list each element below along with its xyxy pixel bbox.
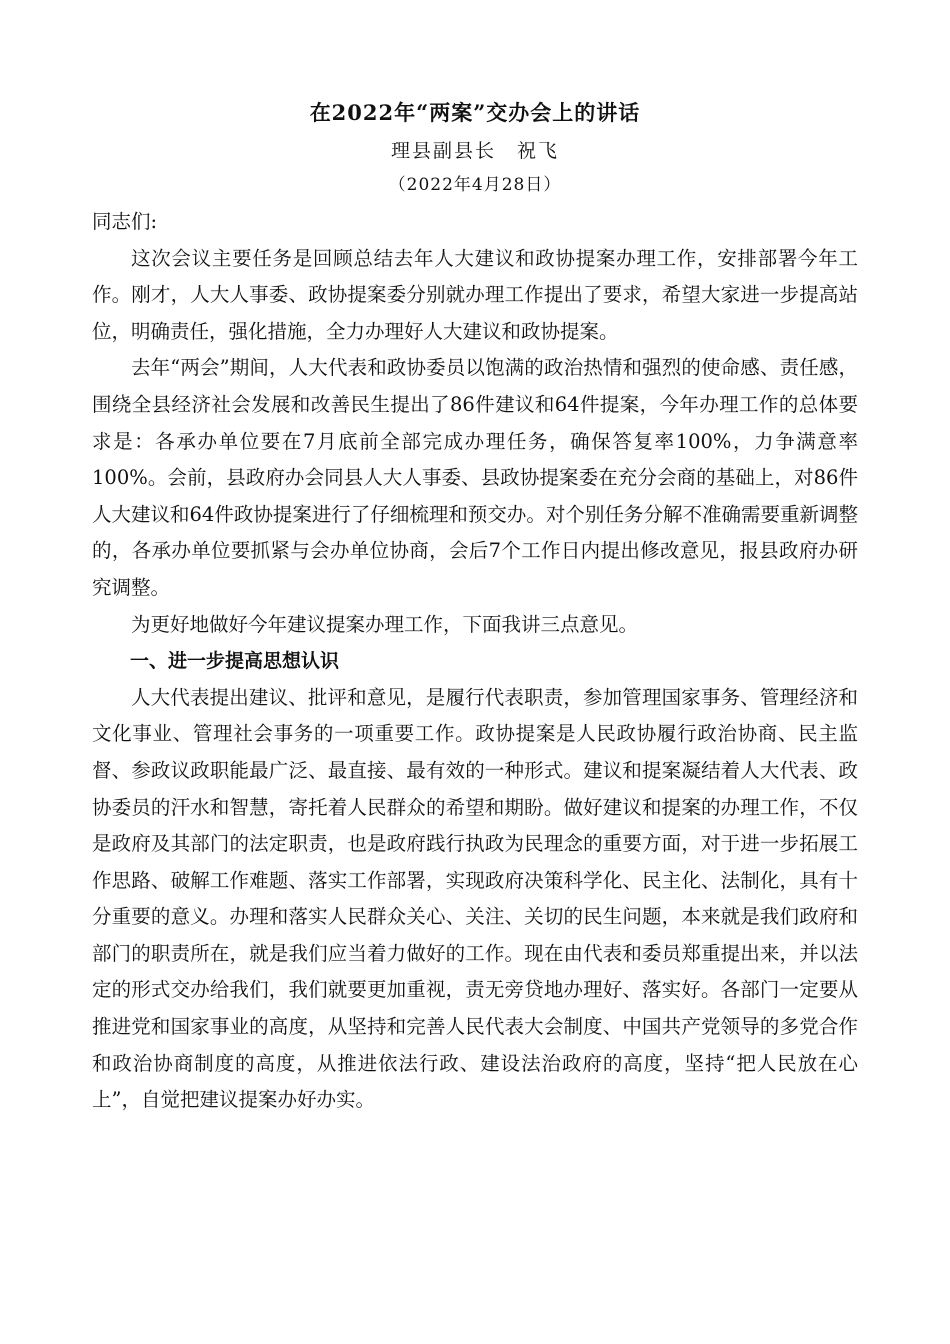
document-body <box>92 204 858 1119</box>
paragraph-3: 为更好地做好今年建议提案办理工作，下面我讲三点意见。 <box>131 612 639 636</box>
document-title: 在2022年“两案”交办会上的讲话 <box>309 100 641 125</box>
section-heading: 一、进一步提高思想认识 <box>130 650 340 673</box>
greeting: 同志们: <box>92 210 158 233</box>
paragraph-2: 去年“两会”期间，人大代表和政协委员以饱满的政治热情和强烈的使命感、责任感，围绕全县经济社会发展和改善民生提出了86件建议和64件提案，今年办理工作的总体要求是：各承办单位要在7月底前全部完成办理任务，确保答复率100%，力争满意率100%。会前，县政府办会同县人大人事委、县政协提案委在充分会商的基础上，对86件人大建议和64件政协提案进行了仔细梳理和预交办。对个别任务分解不准确需要重新调整的，各承办单位要抓紧与会办单位协商，会后7个工作日内提出修改意见，报县政府办研究调整。 <box>92 356 858 599</box>
section-paragraph: 人大代表提出建议、批评和意见，是履行代表职责，参加管理国家事务、管理经济和文化事业、管理社会事务的一项重要工作。政协提案是人民政协履行政治协商、民主监督、参政议政职能最广泛、最直接、最有效的一种形式。建议和提案凝结着人大代表、政协委员的汗水和智慧，寄托着人民群众的希望和期盼。做好建议和提案的办理工作，不仅是政府及其部门的法定职责，也是政府践行执政为民理念的重要方面，对于进一步拓展工作思路、破解工作难题、落实工作部署，实现政府决策科学化、民主化、法制化，具有十分重要的意义。办理和落实人民群众关心、关注、关切的民生问题，本来就是我们政府和部门的职责所在，就是我们应当着力做好的工作。现在由代表和委员郑重提出来，并以法定的形式交办给我们，我们就要更加重视，责无旁贷地办理好、落实好。各部门一定要从推进党和国家事业的高度，从坚持和完善人民代表大会制度、中国共产党领导的多党合作和政治协商制度的高度，从推进依法行政、建设法治政府的高度，坚持“把人民放在心上”，自觉把建议提案办好办实。 <box>92 685 858 1112</box>
paragraph-1: 这次会议主要任务是回顾总结去年人大建议和政协提案办理工作，安排部署今年工作。刚才，人大人事委、政协提案委分别就办理工作提出了要求，希望大家进一步提高站位，明确责任，强化措施，全力办理好人大建议和政协提案。 <box>92 246 858 343</box>
document-author: 理县副县长 祝飞 <box>390 140 559 162</box>
document-date: （2022年4月28日） <box>388 175 562 195</box>
